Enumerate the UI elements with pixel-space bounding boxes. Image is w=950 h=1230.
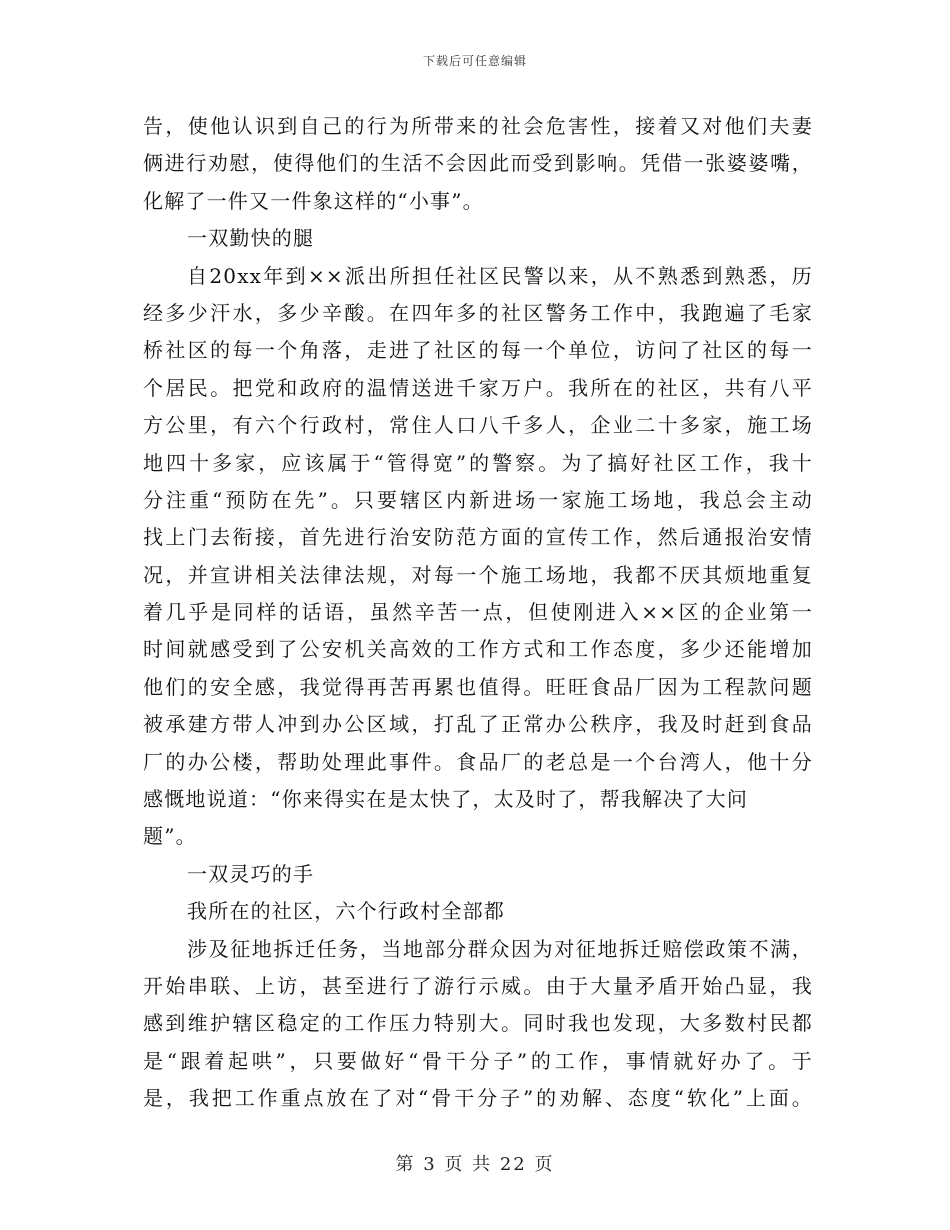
text-line: 涉及征地拆迁任务，当地部分群众因为对征地拆迁赔偿政策不满， (187, 936, 813, 961)
text-line: 经多少汗水，多少辛酸。在四年多的社区警务工作中，我跑遍了毛家 (143, 300, 813, 325)
text-line: 他们的安全感，我觉得再苦再累也值得。旺旺食品厂因为工程款问题 (143, 674, 813, 699)
text-line: 时间就感受到了公安机关高效的工作方式和工作态度，多少还能增加 (143, 637, 813, 662)
text-line: 个居民。把党和政府的温情送进千家万户。我所在的社区，共有八平 (143, 375, 813, 400)
text-line: 开始串联、上访，甚至进行了游行示威。由于大量矛盾开始凸显，我 (143, 973, 813, 998)
page-footer: 第 3 页 共 22 页 (395, 1154, 555, 1175)
text-line: 告，使他认识到自己的行为所带来的社会危害性，接着又对他们夫妻 (143, 114, 813, 138)
text-line: 是“跟着起哄”，只要做好“骨干分子”的工作，事情就好办了。于 (143, 1048, 813, 1073)
text-line: 着几乎是同样的话语，虽然辛苦一点，但使刚进入××区的企业第一 (143, 600, 813, 625)
document-body (143, 108, 813, 1118)
text-line: 厂的办公楼，帮助处理此事件。食品厂的老总是一个台湾人，他十分 (143, 749, 813, 774)
text-line: 俩进行劝慰，使得他们的生活不会因此而受到影响。凭借一张婆婆嘴， (143, 151, 813, 176)
text-line: 自20xx年到××派出所担任社区民警以来，从不熟悉到熟悉，历 (187, 263, 813, 288)
text-line: 分注重“预防在先”。只要辖区内新进场一家施工场地，我总会主动 (143, 487, 813, 512)
text-line: 题”。 (143, 824, 197, 849)
text-line: 我所在的社区，六个行政村全部都 (187, 899, 505, 924)
text-line: 桥社区的每一个角落，走进了社区的每一个单位，访问了社区的每一 (143, 338, 813, 363)
text-line: 感到维护辖区稳定的工作压力特别大。同时我也发现，大多数村民都 (143, 1011, 813, 1036)
text-line: 化解了一件又一件象这样的“小事”。 (143, 188, 484, 213)
text-line: 感慨地说道：“你来得实在是太快了，太及时了，帮我解决了大问 (143, 787, 749, 812)
text-line: 一双勤快的腿 (187, 226, 315, 251)
text-line: 方公里，有六个行政村，常住人口八千多人，企业二十多家，施工场 (143, 413, 813, 438)
text-line: 一双灵巧的手 (187, 861, 315, 886)
text-line: 被承建方带人冲到办公区域，打乱了正常办公秩序，我及时赶到食品 (143, 712, 813, 737)
text-line: 找上门去衔接，首先进行治安防范方面的宣传工作，然后通报治安情 (143, 525, 813, 550)
text-line: 地四十多家，应该属于“管得宽”的警察。为了搞好社区工作，我十 (143, 450, 813, 475)
page-header: 下载后可任意编辑 (422, 54, 527, 68)
text-line: 是，我把工作重点放在了对“骨干分子”的劝解、态度“软化”上面。 (143, 1086, 813, 1111)
text-line: 况，并宣讲相关法律法规，对每一个施工场地，我都不厌其烦地重复 (143, 562, 813, 587)
